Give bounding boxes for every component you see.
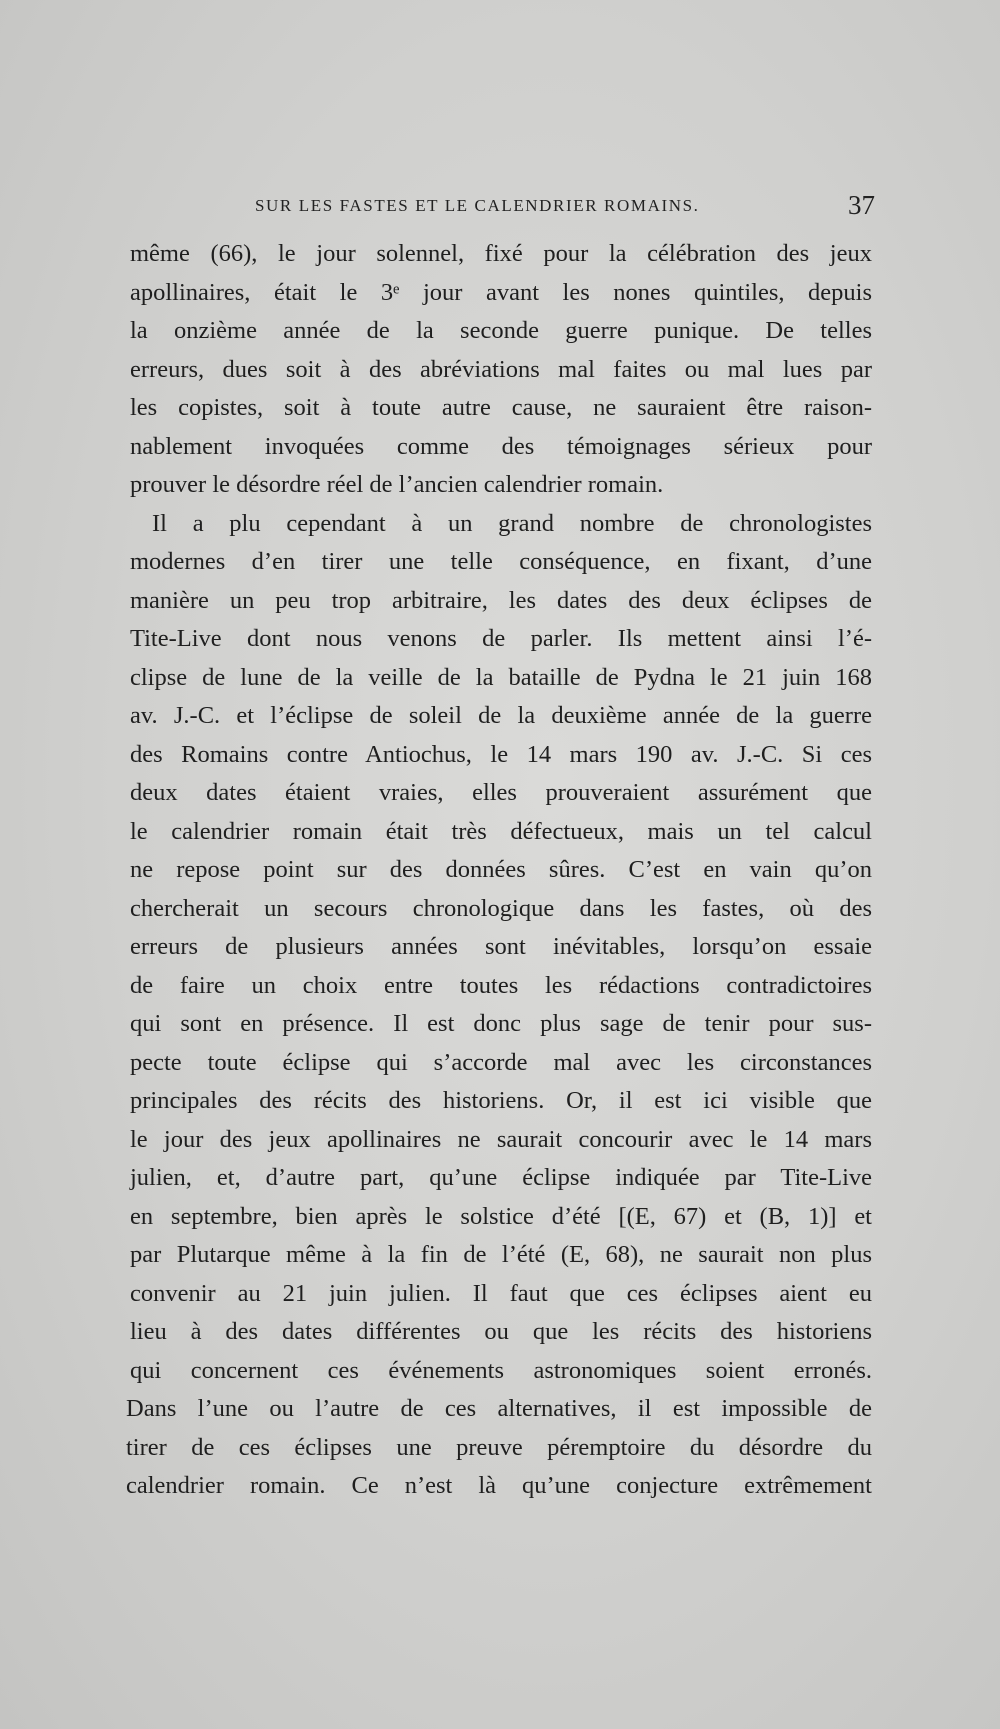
- text-line: clipse de lune de la veille de la bataille de Pydna le 21 juin 168: [130, 663, 872, 691]
- text-line: Il a plu cependant à un grand nombre de chronologistes: [152, 509, 872, 537]
- text-line: par Plutarque même à la fin de l’été (E, 68), ne saurait non plus: [130, 1241, 872, 1268]
- text-line: deux dates étaient vraies, elles prouveraient assurément que: [130, 779, 872, 806]
- page-number: 37: [848, 190, 875, 220]
- running-head: [255, 190, 875, 230]
- body-text: [126, 235, 872, 1506]
- text-line: erreurs de plusieurs années sont inévitables, lorsqu’on essaie: [130, 933, 872, 960]
- text-line: lieu à des dates différentes ou que les récits des historiens: [130, 1318, 872, 1345]
- text-line: en septembre, bien après le solstice d’été [(E, 67) et (B, 1)] et: [130, 1202, 872, 1230]
- text-line: nablement invoquées comme des témoignages sérieux pour: [130, 432, 872, 460]
- text-line: le calendrier romain était très défectueux, mais un tel calcul: [130, 817, 872, 845]
- text-line: convenir au 21 juin julien. Il faut que ces éclipses aient eu: [130, 1279, 872, 1307]
- text-line: chercherait un secours chronologique dans les fastes, où des: [130, 894, 872, 922]
- text-line: prouver le désordre réel de l’ancien calendrier romain.: [130, 471, 664, 498]
- text-line: les copistes, soit à toute autre cause, ne sauraient être raison-: [130, 394, 872, 421]
- text-line: calendrier romain. Ce n’est là qu’une conjecture extrêmement: [126, 1472, 872, 1499]
- text-line: erreurs, dues soit à des abréviations mal faites ou mal lues par: [130, 355, 872, 383]
- text-line: qui sont en présence. Il est donc plus sage de tenir pour sus-: [130, 1010, 872, 1037]
- text-line: Dans l’une ou l’autre de ces alternatives, il est impossible de: [126, 1395, 872, 1422]
- text-line: la onzième année de la seconde guerre punique. De telles: [130, 317, 872, 344]
- text-line: Tite-Live dont nous venons de parler. Ils mettent ainsi l’é-: [130, 625, 872, 652]
- text-line: pecte toute éclipse qui s’accorde mal avec les circonstances: [130, 1048, 872, 1076]
- text-line: le jour des jeux apollinaires ne saurait concourir avec le 14 mars: [130, 1125, 872, 1153]
- text-line: de faire un choix entre toutes les rédactions contradictoires: [130, 971, 872, 999]
- text-line: même (66), le jour solennel, fixé pour la célébration des jeux: [130, 240, 872, 267]
- text-line: apollinaires, était le 3ᵉ jour avant les nones quintiles, depuis: [130, 278, 872, 306]
- text-line: des Romains contre Antiochus, le 14 mars 190 av. J.-C. Si ces: [130, 740, 872, 768]
- text-line: qui concernent ces événements astronomiques soient erronés.: [130, 1356, 872, 1384]
- running-title: SUR LES FASTES ET LE CALENDRIER ROMAINS.: [255, 196, 700, 215]
- text-line: av. J.-C. et l’éclipse de soleil de la deuxième année de la guerre: [130, 702, 872, 729]
- text-line: julien, et, d’autre part, qu’une éclipse indiquée par Tite-Live: [130, 1164, 872, 1191]
- text-line: manière un peu trop arbitraire, les dates des deux éclipses de: [130, 586, 872, 614]
- text-line: ne repose point sur des données sûres. C’est en vain qu’on: [130, 856, 872, 883]
- text-line: tirer de ces éclipses une preuve péremptoire du désordre du: [126, 1433, 872, 1461]
- text-line: modernes d’en tirer une telle conséquence, en fixant, d’une: [130, 548, 872, 575]
- text-line: principales des récits des historiens. Or, il est ici visible que: [130, 1087, 872, 1114]
